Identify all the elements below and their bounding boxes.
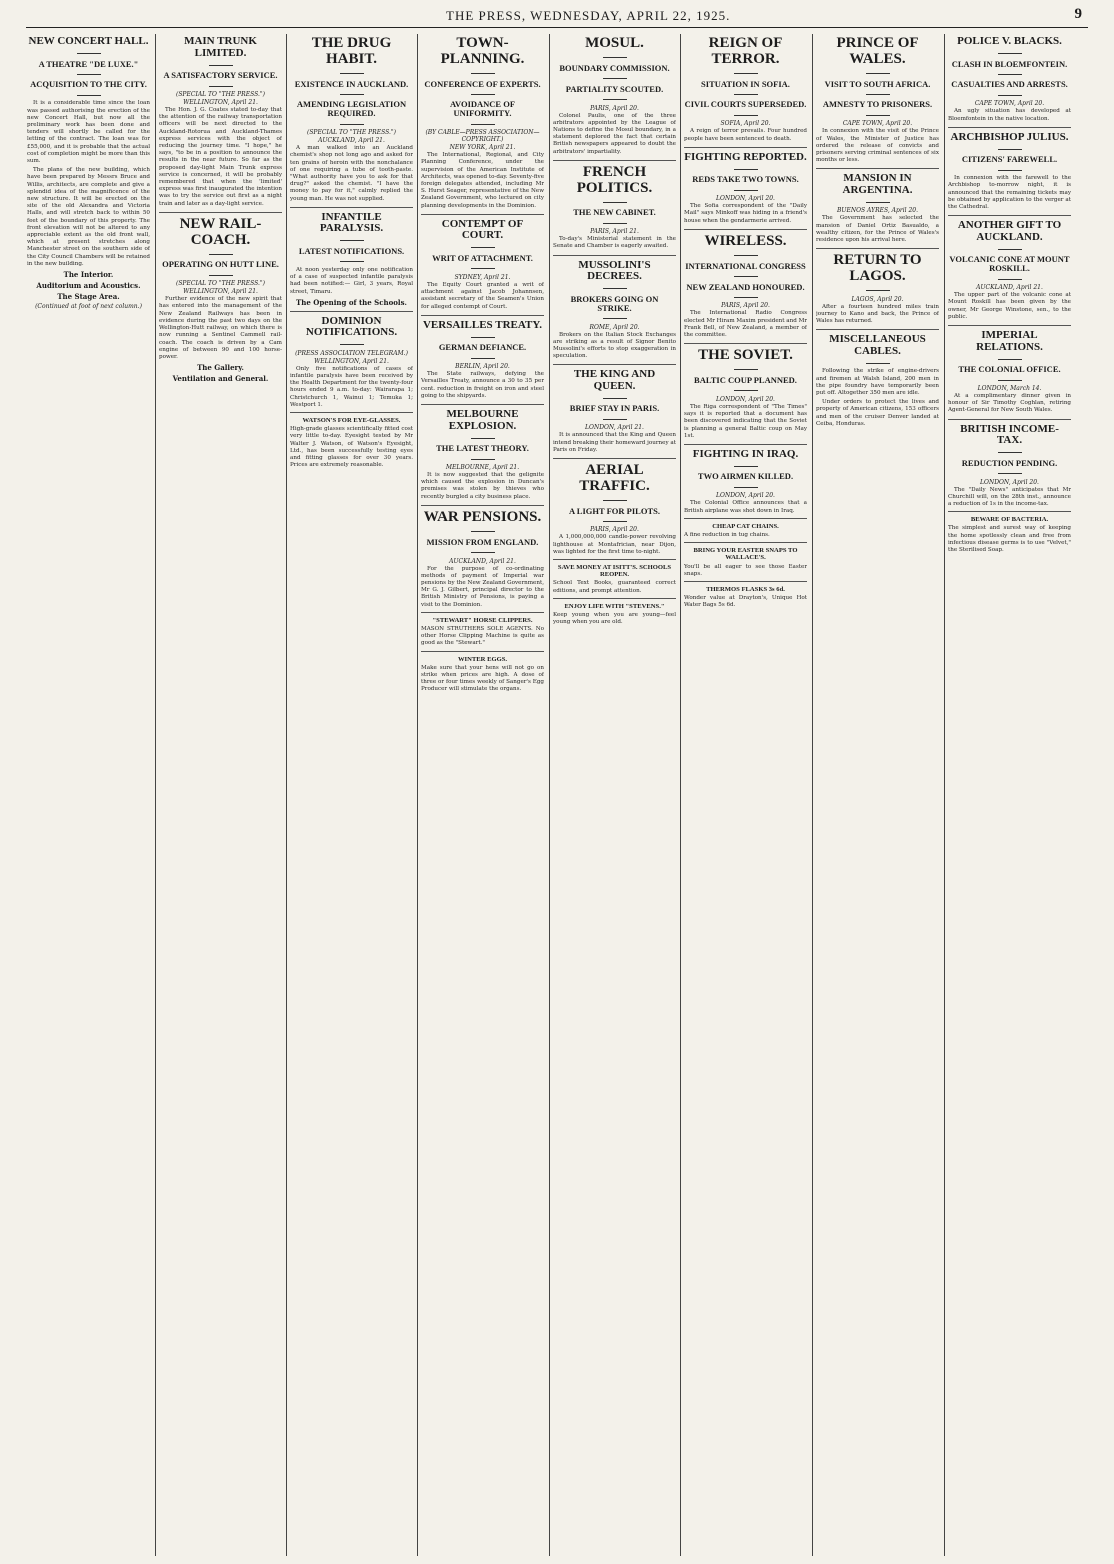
divider	[421, 355, 544, 362]
advertisement	[684, 518, 807, 539]
article-headline: MISCELLANEOUS CABLES.	[829, 333, 926, 357]
article-subhead: GERMAN DEFIANCE.	[438, 342, 527, 353]
advertisement	[421, 612, 544, 648]
article-headline: THE KING AND QUEEN.	[573, 368, 656, 392]
article-dateline: LONDON, April 20.	[716, 195, 775, 203]
article	[948, 215, 1071, 321]
divider	[421, 456, 544, 463]
article-paragraph: The Colonial Office announces that a British airplane was shot down in Iraq.	[684, 500, 807, 514]
divider	[421, 550, 544, 557]
article-paragraph: Colonel Paulis, one of the three arbitrators appointed by the League of Nations to define the Mosul boundary, in a statement deplored the fact that certain British newspapers appeared to doubt the arbitrators' impartiality.	[553, 112, 676, 155]
article-headline: ANOTHER GIFT TO AUCKLAND.	[957, 219, 1062, 243]
article-subhead: MISSION FROM ENGLAND.	[426, 536, 539, 547]
article	[684, 229, 807, 339]
article-paragraph: The Riga correspondent of "The Times" says it is reported that a document has been discovered indicating that the Soviet is planning a general Baltic coup on May 1st.	[684, 403, 807, 439]
article-headline: BRITISH INCOME-TAX.	[960, 422, 1059, 447]
article-headline: REIGN OF TERROR.	[708, 35, 783, 67]
article-paragraph: The International Radio Congress elected Mr Hiram Maxim president and Mr Frank Bell, of New Zealand, a member of the committee.	[684, 310, 807, 339]
article-subhead: BOUNDARY COMMISSION.	[559, 62, 670, 73]
article	[684, 444, 807, 515]
divider	[553, 518, 676, 525]
advertisement	[684, 542, 807, 578]
article	[421, 505, 544, 609]
article-subhead: TWO AIRMEN KILLED.	[697, 471, 794, 482]
divider	[816, 71, 939, 78]
divider	[553, 416, 676, 423]
section-heading: The Gallery.	[197, 363, 244, 373]
advertisement-text: School Text Books, guaranteed correct editions, and prompt attention.	[553, 580, 676, 594]
divider	[684, 187, 807, 194]
article-paragraph: At noon yesterday only one notification of a case of suspected infantile paralysis had been notified:— Girl, 3 years, Royal street, Timaru.	[290, 266, 413, 295]
column-rule	[549, 34, 550, 1556]
article	[684, 343, 807, 440]
column-5	[553, 34, 676, 1556]
article-subhead: CASUALTIES AND ARRESTS.	[951, 79, 1068, 90]
article-headline: DOMINION NOTIFICATIONS.	[305, 314, 398, 339]
divider	[27, 92, 150, 99]
article	[553, 255, 676, 361]
article-dateline: CAPE TOWN, April 20.	[974, 100, 1045, 108]
continuation-note: (Continued at foot of next column.)	[35, 303, 142, 311]
article-subhead: OPERATING ON HUTT LINE.	[162, 259, 279, 270]
divider	[948, 146, 1071, 153]
advertisement-text: You'll be all eager to see those Easter snaps.	[684, 563, 807, 577]
article	[290, 311, 413, 409]
article	[816, 36, 939, 164]
divider	[948, 356, 1071, 363]
article-paragraph: Following the strike of engine-drivers and firemen at Walsh Island, 200 men in the pipe foundry have temporarily been put off. Altogether 350 men are idle.	[816, 368, 939, 397]
article-credit: (BY CABLE—PRESS ASSOCIATION—COPYRIGHT.)	[425, 129, 540, 144]
advertisement	[553, 559, 676, 595]
article-subhead: INTERNATIONAL CONGRESS	[685, 260, 806, 271]
divider	[159, 251, 282, 258]
article-paragraph: After a fourteen hundred miles train journey to Kano and back, the Prince of Wales has returned.	[816, 303, 939, 325]
column-rule	[155, 34, 156, 1556]
divider	[948, 246, 1071, 253]
advertisement-title: CHEAP CAT CHAINS.	[712, 522, 779, 530]
column-rule	[812, 34, 813, 1556]
divider	[553, 199, 676, 206]
column-rule	[680, 34, 681, 1556]
section-heading: The Interior.	[63, 270, 114, 280]
divider	[553, 76, 676, 83]
advertisement-text: High-grade glasses scientifically fitted cost very little to-day. Eyesight tested by Mr Walter J. Watson, of Watson's Eyesight, Ltd., has been successfully testing eyes and fitting glasses for over 30 years. Prices are extremely reasonable.	[290, 426, 413, 469]
divider	[421, 121, 544, 128]
article-headline: RETURN TO LAGOS.	[833, 252, 922, 285]
article-headline: FIGHTING IN IRAQ.	[692, 447, 799, 460]
article-subhead: AMNESTY TO PRISONERS.	[822, 99, 933, 110]
article-paragraph: In connexion with the farewell to the Archbishop to-morrow night, it is announced that the remaining tickets may be obtained by application to the verger at the Cathedral.	[948, 175, 1071, 211]
divider	[553, 286, 676, 293]
divider	[948, 450, 1071, 457]
article-paragraph: The upper part of the volcanic cone at Mount Roskill has been given by the owner, Mr George Winstone, sen., to the public.	[948, 292, 1071, 320]
article	[948, 127, 1071, 211]
article	[816, 329, 939, 428]
article-subhead: THE NEW CABINET.	[573, 207, 656, 218]
advertisement-title: SAVE MONEY AT ISITT'S. SCHOOLS REOPEN.	[557, 564, 672, 579]
article-subhead: THE COLONIAL OFFICE.	[958, 364, 1061, 375]
advertisement-text: A fine reduction in tug chains.	[684, 532, 770, 538]
masthead-title: THE PRESS, WEDNESDAY, APRIL 22, 1925.	[446, 8, 731, 23]
article-dateline: PARIS, April 20.	[721, 302, 770, 310]
advertisement-title: BEWARE OF BACTERIA.	[970, 516, 1049, 524]
divider	[816, 91, 939, 98]
article-headline: THE SOVIET.	[698, 347, 793, 364]
advertisement-title: THERMOS FLASKS 3s 6d.	[706, 586, 785, 594]
divider	[553, 316, 676, 323]
article-dateline: AUCKLAND, April 21.	[449, 557, 516, 565]
article-paragraph: Further evidence of the new spirit that has entered into the management of the New Zealand Railways has been in evidence during the past two days on the Wellington-Hutt railway, on which there is now running a Sentinel Cammell rail-coach. The coach is driven by a Cam engine of between 90 and 100 horse-power.	[159, 296, 282, 360]
article-headline: NEW CONCERT HALL.	[28, 35, 149, 47]
article-headline: IMPERIAL RELATIONS.	[976, 329, 1043, 353]
article-headline: TOWN-PLANNING.	[440, 35, 525, 67]
article-paragraph: It is a considerable time since the loan was passed authorising the erection of the new Concert Hall, but now all the preliminary work has been done and tenders will shortly be called for the letting of the contract. The loan was for £55,000, and it is probable that the actual cost of completion might be more than this sum.	[27, 100, 150, 165]
column-3	[290, 34, 413, 1556]
article	[948, 36, 1071, 123]
divider	[948, 167, 1071, 174]
divider	[27, 51, 150, 58]
article-dateline: LONDON, April 20.	[716, 395, 775, 403]
section-heading: Auditorium and Acoustics.	[36, 281, 141, 291]
article-subhead: NEW ZEALAND HONOURED.	[686, 281, 805, 292]
article-dateline: LONDON, April 20.	[980, 478, 1039, 486]
advertisement-text: Make sure that your hens will not go on strike when prices are high. A dose of three or four times weekly of Sanger's Egg Producer will stimulate the organs.	[421, 664, 544, 693]
article-paragraph: The plans of the new building, which have been prepared by Messrs Bruce and Willis, architects, are complete and give a splendid idea of the magnificence of the new structure. It will be erected on the site of the old Alexandra and Victoria Halls, and will stretch back to within 50 feet of the boundary of this property. The front elevation will not be altered to any appreciable extent as the old front wall, which at present stretches along Manchester street on the southern side of the City Council Chambers will be retained in the new building.	[27, 167, 150, 267]
column-rule	[944, 34, 945, 1556]
divider	[421, 245, 544, 252]
article-subhead: ACQUISITION TO THE CITY.	[30, 79, 147, 90]
article-subhead: BROKERS GOING ON STRIKE.	[570, 293, 659, 313]
article-subhead: REDUCTION PENDING.	[961, 457, 1058, 468]
article-headline: MELBOURNE EXPLOSION.	[446, 408, 519, 432]
article-subhead: WRIT OF ATTACHMENT.	[432, 252, 533, 263]
article	[553, 36, 676, 156]
article-paragraph: The Sofia correspondent of the "Daily Mail" says Minkoff was hiding in a friend's house when the gendarmerie arrived.	[684, 203, 807, 224]
article	[290, 36, 413, 203]
divider	[684, 367, 807, 374]
divider	[948, 276, 1071, 283]
article-subhead: SITUATION IN SOFIA.	[701, 78, 790, 89]
article-credit: (SPECIAL TO "THE PRESS.")	[306, 129, 396, 137]
divider	[684, 294, 807, 301]
article	[159, 212, 282, 383]
advertisement-title: WINTER EGGS.	[457, 655, 508, 663]
article-subhead: CONFERENCE OF EXPERTS.	[424, 78, 541, 89]
divider	[684, 463, 807, 470]
article-dateline: LONDON, March 14.	[977, 385, 1042, 393]
article-dateline: BERLIN, April 20.	[455, 363, 510, 371]
article-dateline: MELBOURNE, April 21.	[445, 464, 520, 472]
divider	[553, 498, 676, 505]
article	[948, 419, 1071, 509]
divider	[816, 112, 939, 119]
article-dateline: CAPE TOWN, April 20.	[842, 120, 913, 128]
divider	[421, 334, 544, 341]
advertisement	[421, 651, 544, 694]
article-headline: INFANTILE PARALYSIS.	[319, 210, 384, 235]
article-paragraph: The Equity Court granted a writ of attachment against Jacob Johannsen, assistant secretary of the Seamen's Union for alleged contempt of Court.	[421, 281, 544, 310]
article-dateline: LONDON, April 20.	[716, 492, 775, 500]
article-headline: MAIN TRUNK LIMITED.	[184, 35, 257, 59]
article	[816, 168, 939, 244]
advertisement	[290, 412, 413, 469]
article	[27, 36, 150, 310]
divider	[159, 83, 282, 90]
page-number: 9	[1074, 6, 1082, 22]
article-dateline: LAGOS, April 20.	[851, 295, 904, 303]
section-heading: Ventilation and General.	[172, 374, 269, 384]
article	[290, 207, 413, 307]
divider	[948, 377, 1071, 384]
article-paragraph: In connexion with the visit of the Prince of Wales, the Minister of Justice has ordered the release of convicts and prisoners serving criminal sentences of six months or less.	[816, 128, 939, 164]
article-headline: AERIAL TRAFFIC.	[579, 462, 650, 494]
article-paragraph: An ugly situation has developed at Bloemfontein in the native location.	[948, 108, 1071, 122]
article-paragraph: It is now suggested that the gelignite which caused the explosion in Duncan's premises was stolen by thieves who recently burgled a city business place.	[421, 472, 544, 500]
article	[421, 404, 544, 501]
article-headline: MUSSOLINI'S DECREES.	[578, 258, 651, 283]
article-subhead: VOLCANIC CONE AT MOUNT ROSKILL.	[949, 254, 1070, 274]
article-headline: THE DRUG HABIT.	[311, 35, 392, 67]
divider	[421, 266, 544, 273]
article-subhead: BALTIC COUP PLANNED.	[694, 374, 797, 385]
divider	[948, 471, 1071, 478]
advertisement-title: BRING YOUR EASTER SNAPS TO WALLACE'S.	[693, 547, 798, 562]
column-4	[421, 34, 544, 1556]
article-paragraph: It is announced that the King and Queen intend breaking their homeward journey at Paris on Friday.	[553, 432, 676, 453]
divider	[553, 220, 676, 227]
article-dateline: WELLINGTON, April 21.	[314, 357, 389, 365]
article-paragraph: A man walked into an Auckland chemist's shop not long ago and asked for ten grains of heroin with the nonchalance of one requiring a tube of tooth-paste. "What authority have you to ask for that drug?" asked the chemist. "I have the money to pay for it," calmly replied the young man. He was not supplied.	[290, 145, 413, 202]
article-dateline: PARIS, April 20.	[590, 526, 639, 534]
article-paragraph: The State railways, defying the Versailles Treaty, announce a 30 to 35 per cent. reduction in freight on iron and steel going to the shipyards.	[421, 371, 544, 399]
article-dateline: PARIS, April 20.	[590, 104, 639, 112]
article	[948, 325, 1071, 415]
divider	[684, 166, 807, 173]
divider	[290, 238, 413, 245]
divider	[159, 62, 282, 69]
article-dateline: PARIS, April 21.	[590, 228, 639, 236]
article-dateline: AUCKLAND, April 21.	[976, 284, 1043, 292]
advertisement-text: MASON STRUTHERS SOLE AGENTS. No other Horse Clipping Machine is quite as good as the "Stewart."	[421, 625, 544, 647]
article-headline: VERSAILLES TREATY.	[422, 318, 542, 331]
article-subhead: AVOIDANCE OF UNIFORMITY.	[449, 99, 516, 119]
article-subhead: A SATISFACTORY SERVICE.	[163, 70, 278, 81]
article-paragraph: Only five notifications of cases of infantile paralysis have been received by the Health Department for the twenty-four hours ended 9 a.m. to-day: Wairarapa 1; Christchurch 1, Wainui 1; Temuka 1; Westport 1.	[290, 365, 413, 408]
divider	[290, 259, 413, 266]
article	[159, 36, 282, 208]
article-subhead: VISIT TO SOUTH AFRICA.	[824, 78, 931, 89]
article-paragraph: At a complimentary dinner given in honour of Sir Timothy Coghlan, retiring Agent-General for New South Wales.	[948, 393, 1071, 414]
divider	[816, 199, 939, 206]
article-headline: MOSUL.	[585, 35, 644, 51]
advertisement-title: WATSON'S FOR EYE-GLASSES.	[302, 417, 401, 425]
article-subhead: THE LATEST THEORY.	[436, 443, 529, 454]
masthead	[26, 6, 1088, 28]
column-rule	[417, 34, 418, 1556]
divider	[421, 91, 544, 98]
article-dateline: SOFIA, April 20.	[720, 120, 771, 128]
divider	[290, 91, 413, 98]
article-dateline: NEW YORK, April 21.	[449, 144, 516, 152]
advertisement-text: Wonder value at Drayton's, Unique Hot Water Bags 5s 6d.	[684, 595, 807, 609]
advertisement	[684, 581, 807, 610]
article-paragraph: The International, Regional, and City Planning Conference, under the supervision of the American Institute of Architects, was opened to-day. Seventy-five foreign delegates attended, including Mr S. Hurst Seager, representative of the New Zealand Government, who lectured on city planning developments in the Dominion.	[421, 152, 544, 209]
article-subhead: A THEATRE "DE LUXE."	[38, 58, 139, 69]
article	[421, 315, 544, 400]
divider	[816, 360, 939, 367]
divider	[948, 51, 1071, 58]
divider	[684, 484, 807, 491]
divider	[948, 92, 1071, 99]
article-subhead: CITIZENS' FAREWELL.	[961, 154, 1058, 165]
article	[553, 160, 676, 251]
article	[421, 36, 544, 210]
article-paragraph: Under orders to protect the lives and property of American citizens, 153 officers and men of the cruiser Denver landed at Ceiba, Honduras.	[816, 399, 939, 427]
article-paragraph: A 1,000,000,000 candle-power revolving lighthouse at Montafrician, near Dijon, was lighted for the first time to-night.	[553, 534, 676, 555]
article-credit: (PRESS ASSOCIATION TELEGRAM.)	[295, 349, 408, 357]
advertisement-title: ENJOY LIFE WITH "STEVENS."	[564, 602, 665, 610]
article	[816, 248, 939, 325]
article-dateline: ROME, April 20.	[589, 323, 640, 331]
article-credit: (SPECIAL TO "THE PRESS.")	[175, 280, 265, 288]
divider	[421, 71, 544, 78]
article-subhead: A LIGHT FOR PILOTS.	[568, 505, 660, 516]
article-dateline: LONDON, April 21.	[585, 424, 644, 432]
article-dateline: WELLINGTON, April 21.	[183, 99, 258, 107]
article-paragraph: The "Daily News" anticipates that Mr Churchill will, on the 28th inst., announce a reduction of 1s in the income-tax.	[948, 486, 1071, 508]
divider	[290, 71, 413, 78]
divider	[684, 112, 807, 119]
divider	[684, 274, 807, 281]
divider	[421, 435, 544, 442]
article-paragraph: A reign of terror prevails. Four hundred people have been sentenced to death.	[684, 128, 807, 142]
divider	[553, 395, 676, 402]
article-paragraph: Brokers on the Italian Stock Exchanges are striking as a result of Signor Benito Mussolini's efforts to stop exaggeration in speculation.	[553, 331, 676, 360]
article-headline: WAR PENSIONS.	[423, 508, 542, 525]
article-subhead: EXISTENCE IN AUCKLAND.	[294, 78, 409, 89]
article-dateline: AUCKLAND, April 21.	[318, 137, 385, 145]
article-subhead: LATEST NOTIFICATIONS.	[298, 245, 405, 256]
article-paragraph: For the purpose of co-ordinating methods of payment of Imperial war pensions by the New Zealand Government, Mr G. J. Gilbert, principal director to the British Ministry of Pensions, is paying a visit to the Dominion.	[421, 565, 544, 608]
divider	[421, 529, 544, 536]
divider	[553, 97, 676, 104]
article	[684, 36, 807, 143]
divider	[816, 288, 939, 295]
advertisement-text: The simplest and surest way of keeping the home spotlessly clean and free from infectious disease germs is to use "Velvet," the Sterilised Soap.	[948, 525, 1071, 554]
article-dateline: WELLINGTON, April 21.	[183, 288, 258, 296]
article	[421, 214, 544, 311]
divider	[159, 272, 282, 279]
article	[684, 147, 807, 225]
article	[553, 364, 676, 454]
divider	[27, 71, 150, 78]
article-subhead: BRIEF STAY IN PARIS.	[569, 403, 660, 414]
column-2	[159, 34, 282, 1556]
article-headline: FIGHTING REPORTED.	[684, 150, 807, 163]
section-heading: The Opening of the Schools.	[296, 297, 407, 307]
article-headline: MANSION IN ARGENTINA.	[842, 172, 913, 196]
column-1	[27, 34, 150, 1556]
article-subhead: REDS TAKE TWO TOWNS.	[692, 174, 799, 185]
article-subhead: AMENDING LEGISLATION REQUIRED.	[296, 99, 407, 119]
article-credit: (SPECIAL TO "THE PRESS.")	[175, 91, 265, 99]
divider	[684, 71, 807, 78]
article-headline: POLICE V. BLACKS.	[957, 35, 1062, 47]
article-subhead: CIVIL COURTS SUPERSEDED.	[684, 99, 807, 110]
article-headline: PRINCE OF WALES.	[836, 35, 919, 67]
column-rule	[286, 34, 287, 1556]
divider	[684, 388, 807, 395]
article-paragraph: To-day's Ministerial statement in the Senate and Chamber is eagerly awaited.	[553, 236, 676, 250]
article-dateline: SYDNEY, April 21.	[454, 273, 511, 281]
divider	[948, 71, 1071, 78]
divider	[290, 121, 413, 128]
article-paragraph: The Hon. J. G. Coates stated to-day that the attention of the railway transportation officers will be next directed to the Auckland-Rotorua and Auckland-Thames express services with the object of reducing the journey time. "I hope," he says, "to be in a position to announce the results in the near future. So far as the proposed day-light Main Trunk express service is concerned, it will be probably remembered that when the 'limited' express was first inaugurated the intention was to try the service out first as a night train and later as a day-light service.	[159, 107, 282, 207]
article-headline: FRENCH POLITICS.	[576, 163, 653, 196]
article-subhead: CLASH IN BLOEMFONTEIN.	[951, 58, 1068, 69]
article	[553, 458, 676, 556]
column-8	[948, 34, 1071, 1556]
divider	[553, 55, 676, 62]
article-paragraph: The Government has selected the mansion of Daniel Ortiz Basualdo, a wealthy citizen, for the Prince of Wales's residence upon his arrival here.	[816, 215, 939, 244]
article-subhead: PARTIALITY SCOUTED.	[565, 83, 664, 94]
article-headline: ARCHBISHOP JULIUS.	[950, 130, 1069, 143]
article-headline: WIRELESS.	[704, 232, 787, 249]
column-7	[816, 34, 939, 1556]
advertisement-title: "STEWART" HORSE CLIPPERS.	[432, 616, 533, 624]
divider	[684, 253, 807, 260]
column-6	[684, 34, 807, 1556]
article-headline: CONTEMPT OF COURT.	[441, 217, 524, 242]
divider	[290, 342, 413, 349]
divider	[684, 91, 807, 98]
article-headline: NEW RAIL-COACH.	[179, 215, 262, 248]
article-dateline: BUENOS AYRES, April 20.	[836, 207, 919, 215]
section-heading: The Stage Area.	[57, 292, 120, 302]
advertisement-text: Keep young when you are young—feel young when you are old.	[553, 612, 676, 626]
advertisement	[553, 598, 676, 627]
advertisement	[948, 511, 1071, 554]
